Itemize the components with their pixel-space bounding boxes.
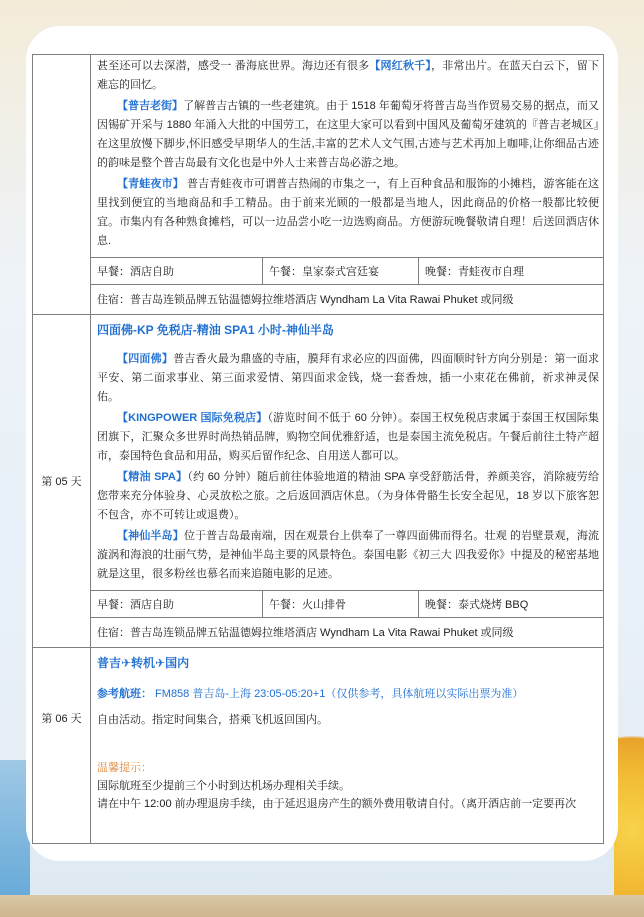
day05-meals-row	[33, 591, 604, 618]
day04-intro-paragraph: 甚至还可以去深潜，感受一 番海底世界。海边还有很多【网红秋千】，非常出片。在蓝天白云下，留下难忘的回忆。	[97, 60, 600, 91]
swing-highlight: 【网红秋千】	[369, 60, 432, 72]
day06-route-title: 普吉✈转机✈国内	[97, 656, 190, 670]
kingpower-paragraph: 【KINGPOWER 国际免税店】（游览时间不低于 60 分钟）。泰国王权免税店隶属于泰国王权国际集团旗下，汇聚众多世界时尚热销品牌，购物空间优雅舒适，也是泰国主流免税店。午餐后前往土特产超市，泰国特色食品和用品，购买后留作纪念、自用送人都可以。	[97, 412, 599, 462]
day05-dinner: 晚餐：泰式烧烤 BBQ	[425, 599, 529, 611]
day04-hotel-row	[33, 285, 604, 315]
tips-title: 温馨提示：	[97, 762, 152, 774]
day04-breakfast: 早餐：酒店自助	[91, 258, 263, 284]
day06-free-text: 自由活动。指定时间集合，搭乘飞机返回国内。	[97, 714, 328, 726]
day05-route-title: 四面佛-KP 免税店-精油 SPA1 小时-神仙半岛	[97, 323, 334, 337]
day04-meals-row	[33, 258, 604, 285]
buddha-highlight: 【四面佛】	[117, 353, 174, 365]
flight-info	[91, 675, 603, 703]
day05-label: 第 05 天	[33, 315, 91, 648]
flight-label: 参考航班：	[97, 688, 152, 700]
sand-strip-decoration	[0, 895, 644, 917]
day05-hotel-row	[33, 618, 604, 648]
flight-detail: FM858 普吉岛-上海 23:05-05:20+1（仅供参考，具体航班以实际出票为准）	[152, 688, 524, 700]
day04-label-cell	[33, 55, 91, 315]
day06-content-row	[33, 648, 604, 844]
market-highlight: 【青蛙夜市】	[117, 178, 184, 190]
day04-dinner: 晚餐：青蛙夜市自理	[425, 266, 524, 278]
oldtown-highlight: 【普吉老街】	[117, 100, 184, 112]
day05-hotel: 住宿：普吉岛连锁品牌五钻温德姆拉维塔酒店 Wyndham La Vita Rawai Phuket 或同级	[97, 627, 514, 639]
kingpower-highlight: 【KINGPOWER 国际免税店】	[117, 412, 268, 424]
oldtown-paragraph: 【普吉老街】了解普吉古镇的一些老建筑。由于 1518 年葡萄牙将普吉岛当作贸易交易的据点，而又因锡矿开采与 1880 年涌入大批的中国劳工，在这里大家可以看到中国风及葡萄牙建筑的『普吉老城区』在这里放慢下脚步,怀旧感受早期华人的生活,丰富的艺术人文气围,古迹与艺术再加上咖啡,让你细品古迹的韵味是整个普吉岛最有文化也是中外人士来普吉岛必游之地。	[97, 100, 599, 169]
buddha-paragraph: 【四面佛】普吉香火最为鼎盛的寺庙，膜拜有求必应的四面佛，四面顺时针方向分别是：第一面求平安、第二面求事业、第三面求爱情、第四面求金钱，烧一套香烛，插一小束花在佛前，祈求神灵保佑。	[97, 353, 600, 403]
day05-content-row	[33, 315, 604, 591]
day04-lunch: 午餐：皇家泰式宫廷宴	[263, 258, 419, 284]
itinerary-card	[26, 26, 618, 861]
spa-highlight: 【精油 SPA】	[117, 471, 188, 483]
day05-lunch: 午餐：火山排骨	[263, 591, 419, 617]
itinerary-table	[32, 54, 604, 844]
day06-label: 第 06 天	[33, 648, 91, 844]
beach-umbrella-decoration	[614, 700, 644, 917]
day04-content-row	[33, 55, 604, 258]
cape-paragraph: 【神仙半岛】位于普吉岛最南端，因在观景台上供奉了一尊四面佛而得名。壮观 的岩壁景观，海流漩涡和海浪的壮丽气势，是神仙半岛主要的风景特色。泰国电影《初三大 四我爱你》中提及的秘密基地就是这里，很多粉丝也慕名而来追随电影的足迹。	[97, 530, 599, 580]
day04-hotel: 住宿：普吉岛连锁品牌五钻温德姆拉维塔酒店 Wyndham La Vita Rawai Phuket 或同级	[97, 294, 514, 306]
tip-item: 请在中午 12:00 前办理退房手续，由于延迟退房产生的额外费用敬请自付。（离开酒店前一定要再次	[97, 798, 577, 810]
tip-item: 国际航班至少提前三个小时到达机场办理相关手续。	[97, 780, 350, 792]
cape-highlight: 【神仙半岛】	[117, 530, 184, 542]
market-paragraph: 【青蛙夜市】 普吉青蛙夜市可谓普吉热闹的市集之一，有上百种食品和服饰的小摊档，游客能在这里找到便宜的当地商品和手工精品。由于前来光顾的一般都是当地人，因此商品的价格一般都比较便宜。市集内有各种熟食摊档，可以一边品尝小吃一边选购商品。方便游玩晚餐敬请自理！后送回酒店休息.	[97, 178, 599, 247]
day05-breakfast: 早餐：酒店自助	[91, 591, 263, 617]
spa-paragraph: 【精油 SPA】（约 60 分钟）随后前往体验地道的精油 SPA 享受舒筋活骨，养颜美容，消除疲劳给您带来充分体验身、心灵放松之旅。之后返回酒店休息。（为身体骨骼生长安全起见，18 岁以下旅客恕不包含，亦不可转让或退费）。	[97, 471, 600, 521]
